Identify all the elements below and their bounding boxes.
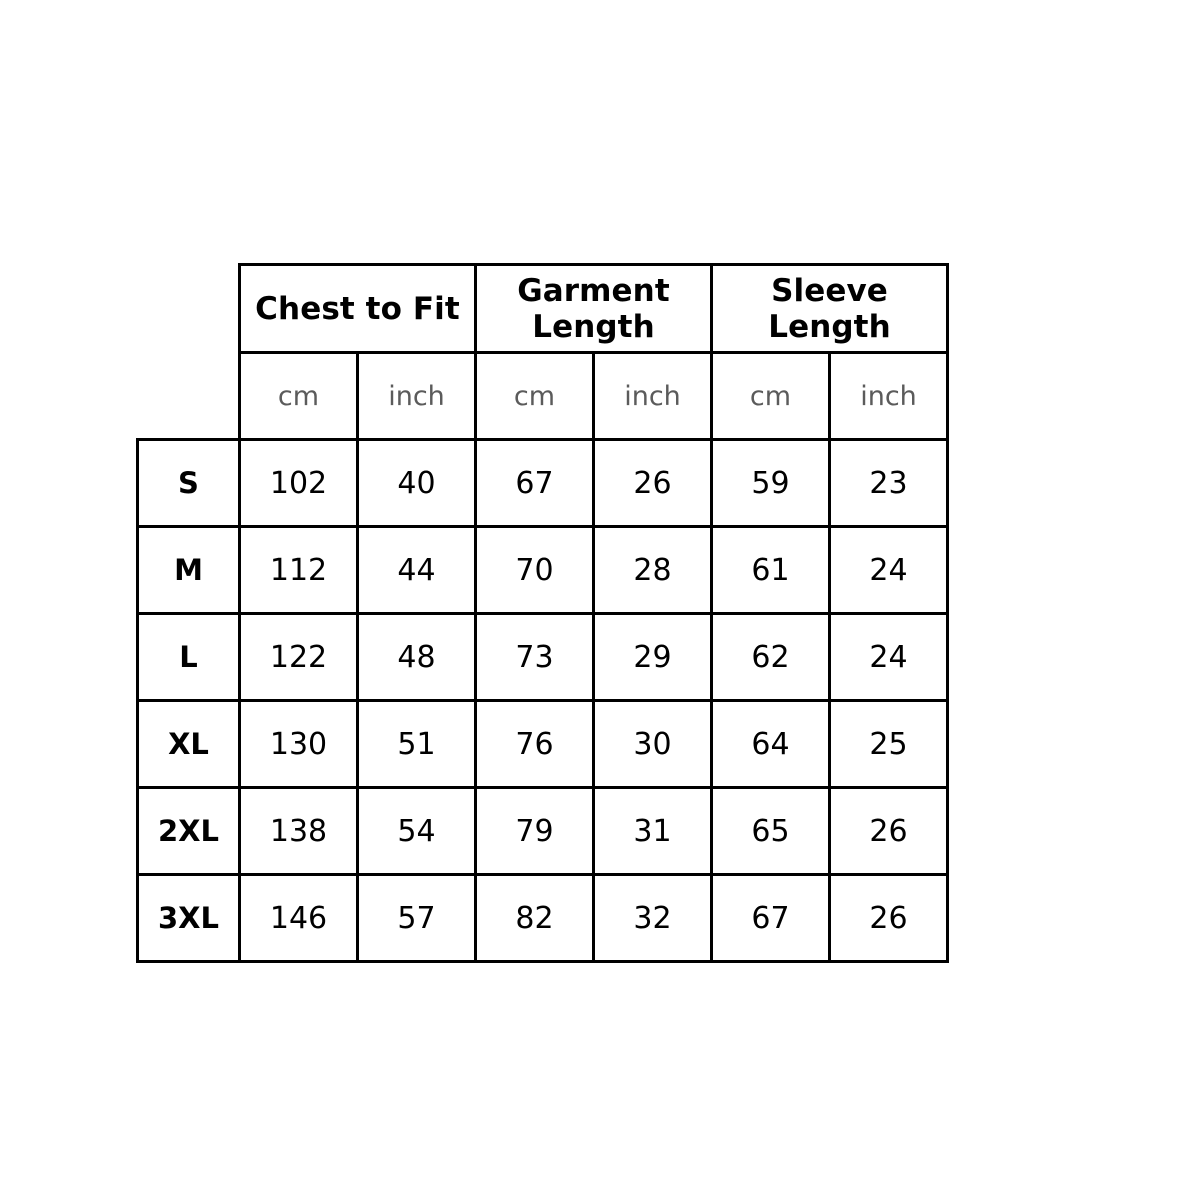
cell-2xl-chest-inch: 54 <box>358 788 476 875</box>
size-chart-container <box>136 263 949 963</box>
cell-3xl-sleeve-cm: 67 <box>712 875 830 962</box>
cell-s-sleeve-inch: 23 <box>830 440 948 527</box>
unit-header-sleeve-inch: inch <box>830 353 948 440</box>
cell-m-garment-inch: 28 <box>594 527 712 614</box>
cell-2xl-garment-inch: 31 <box>594 788 712 875</box>
cell-s-chest-inch: 40 <box>358 440 476 527</box>
unit-header-chest-inch: inch <box>358 353 476 440</box>
cell-2xl-garment-cm: 79 <box>476 788 594 875</box>
cell-l-sleeve-cm: 62 <box>712 614 830 701</box>
group-header-garment-length: Garment Length <box>476 265 712 353</box>
cell-xl-garment-inch: 30 <box>594 701 712 788</box>
cell-xl-sleeve-inch: 25 <box>830 701 948 788</box>
cell-2xl-sleeve-cm: 65 <box>712 788 830 875</box>
table-unit-header-row <box>138 353 948 440</box>
table-row <box>138 440 948 527</box>
cell-xl-chest-cm: 130 <box>240 701 358 788</box>
unit-header-chest-cm: cm <box>240 353 358 440</box>
size-label-l: L <box>138 614 240 701</box>
corner-blank-cell-2 <box>138 353 240 440</box>
cell-l-garment-inch: 29 <box>594 614 712 701</box>
size-label-m: M <box>138 527 240 614</box>
unit-header-sleeve-cm: cm <box>712 353 830 440</box>
table-row <box>138 614 948 701</box>
cell-s-garment-inch: 26 <box>594 440 712 527</box>
cell-2xl-sleeve-inch: 26 <box>830 788 948 875</box>
cell-3xl-chest-cm: 146 <box>240 875 358 962</box>
cell-l-chest-inch: 48 <box>358 614 476 701</box>
size-label-2xl: 2XL <box>138 788 240 875</box>
unit-header-garment-inch: inch <box>594 353 712 440</box>
group-header-sleeve-length: Sleeve Length <box>712 265 948 353</box>
cell-xl-chest-inch: 51 <box>358 701 476 788</box>
cell-2xl-chest-cm: 138 <box>240 788 358 875</box>
cell-m-garment-cm: 70 <box>476 527 594 614</box>
cell-l-sleeve-inch: 24 <box>830 614 948 701</box>
cell-m-chest-inch: 44 <box>358 527 476 614</box>
cell-xl-garment-cm: 76 <box>476 701 594 788</box>
cell-s-sleeve-cm: 59 <box>712 440 830 527</box>
corner-blank-cell <box>138 265 240 353</box>
cell-3xl-garment-cm: 82 <box>476 875 594 962</box>
size-chart-table <box>136 263 949 963</box>
cell-s-chest-cm: 102 <box>240 440 358 527</box>
cell-s-garment-cm: 67 <box>476 440 594 527</box>
table-row <box>138 875 948 962</box>
cell-m-chest-cm: 112 <box>240 527 358 614</box>
cell-l-chest-cm: 122 <box>240 614 358 701</box>
table-row <box>138 788 948 875</box>
group-header-chest: Chest to Fit <box>240 265 476 353</box>
cell-m-sleeve-inch: 24 <box>830 527 948 614</box>
cell-xl-sleeve-cm: 64 <box>712 701 830 788</box>
cell-3xl-sleeve-inch: 26 <box>830 875 948 962</box>
size-label-xl: XL <box>138 701 240 788</box>
cell-l-garment-cm: 73 <box>476 614 594 701</box>
size-label-3xl: 3XL <box>138 875 240 962</box>
table-group-header-row <box>138 265 948 353</box>
table-row <box>138 527 948 614</box>
unit-header-garment-cm: cm <box>476 353 594 440</box>
cell-m-sleeve-cm: 61 <box>712 527 830 614</box>
table-row <box>138 701 948 788</box>
cell-3xl-chest-inch: 57 <box>358 875 476 962</box>
cell-3xl-garment-inch: 32 <box>594 875 712 962</box>
size-label-s: S <box>138 440 240 527</box>
